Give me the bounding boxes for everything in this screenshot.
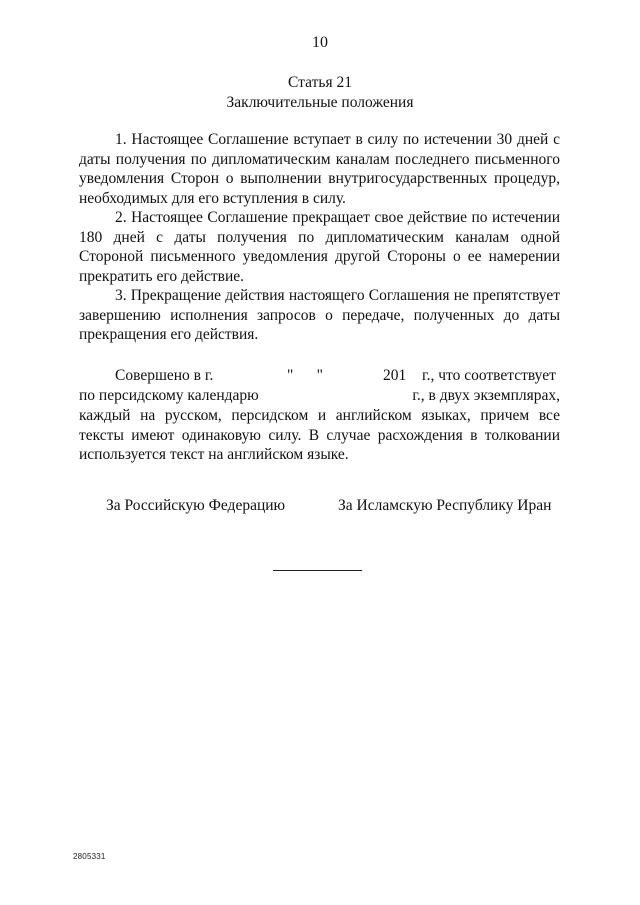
done-at-block <box>79 366 560 465</box>
copies-text: г., в двух экземплярах, <box>412 387 560 404</box>
languages-text: каждый на русском, персидском и английском языках, причем все тексты имеют одинаковую силу. В случае расхождения в толковании используется текст на английском языке. <box>79 407 560 463</box>
article-heading <box>0 73 640 113</box>
article-body <box>79 130 560 345</box>
done-at-prefix: Совершено в г. <box>115 367 214 384</box>
date-quotes: " " <box>287 367 323 384</box>
paragraph-3: 3. Прекращение действия настоящего Соглашения не препятствует завершению исполнения запросов о передаче, полученных до даты прекращения его действия. <box>79 287 560 343</box>
signature-russia: За Российскую Федерацию <box>106 497 286 514</box>
article-number: Статья 21 <box>288 74 352 91</box>
done-at-line-2 <box>79 386 560 406</box>
end-divider <box>273 570 362 571</box>
article-title: Заключительные положения <box>226 94 414 111</box>
signature-iran: За Исламскую Республику Иран <box>338 497 552 514</box>
done-at-suffix: г., что соответствует <box>422 367 556 384</box>
done-at-line-1 <box>79 366 560 386</box>
page-number: 10 <box>312 34 328 51</box>
persian-calendar-label: по персидскому календарю <box>79 387 259 404</box>
document-code: 2805331 <box>73 852 106 861</box>
paragraph-1: 1. Настоящее Соглашение вступает в силу по истечении 30 дней с даты получения по дипломатическим каналам последнего письменного уведомления Сторон о выполнении внутригосударственных процедур, необходимых для его вступления в силу. <box>79 131 560 207</box>
year-field: 201 <box>383 367 407 384</box>
paragraph-2: 2. Настоящее Соглашение прекращает свое действие по истечении 180 дней с даты получения по дипломатическим каналам одной Стороной письменного уведомления другой Стороны о ее намерении прекратить его действие. <box>79 209 560 285</box>
